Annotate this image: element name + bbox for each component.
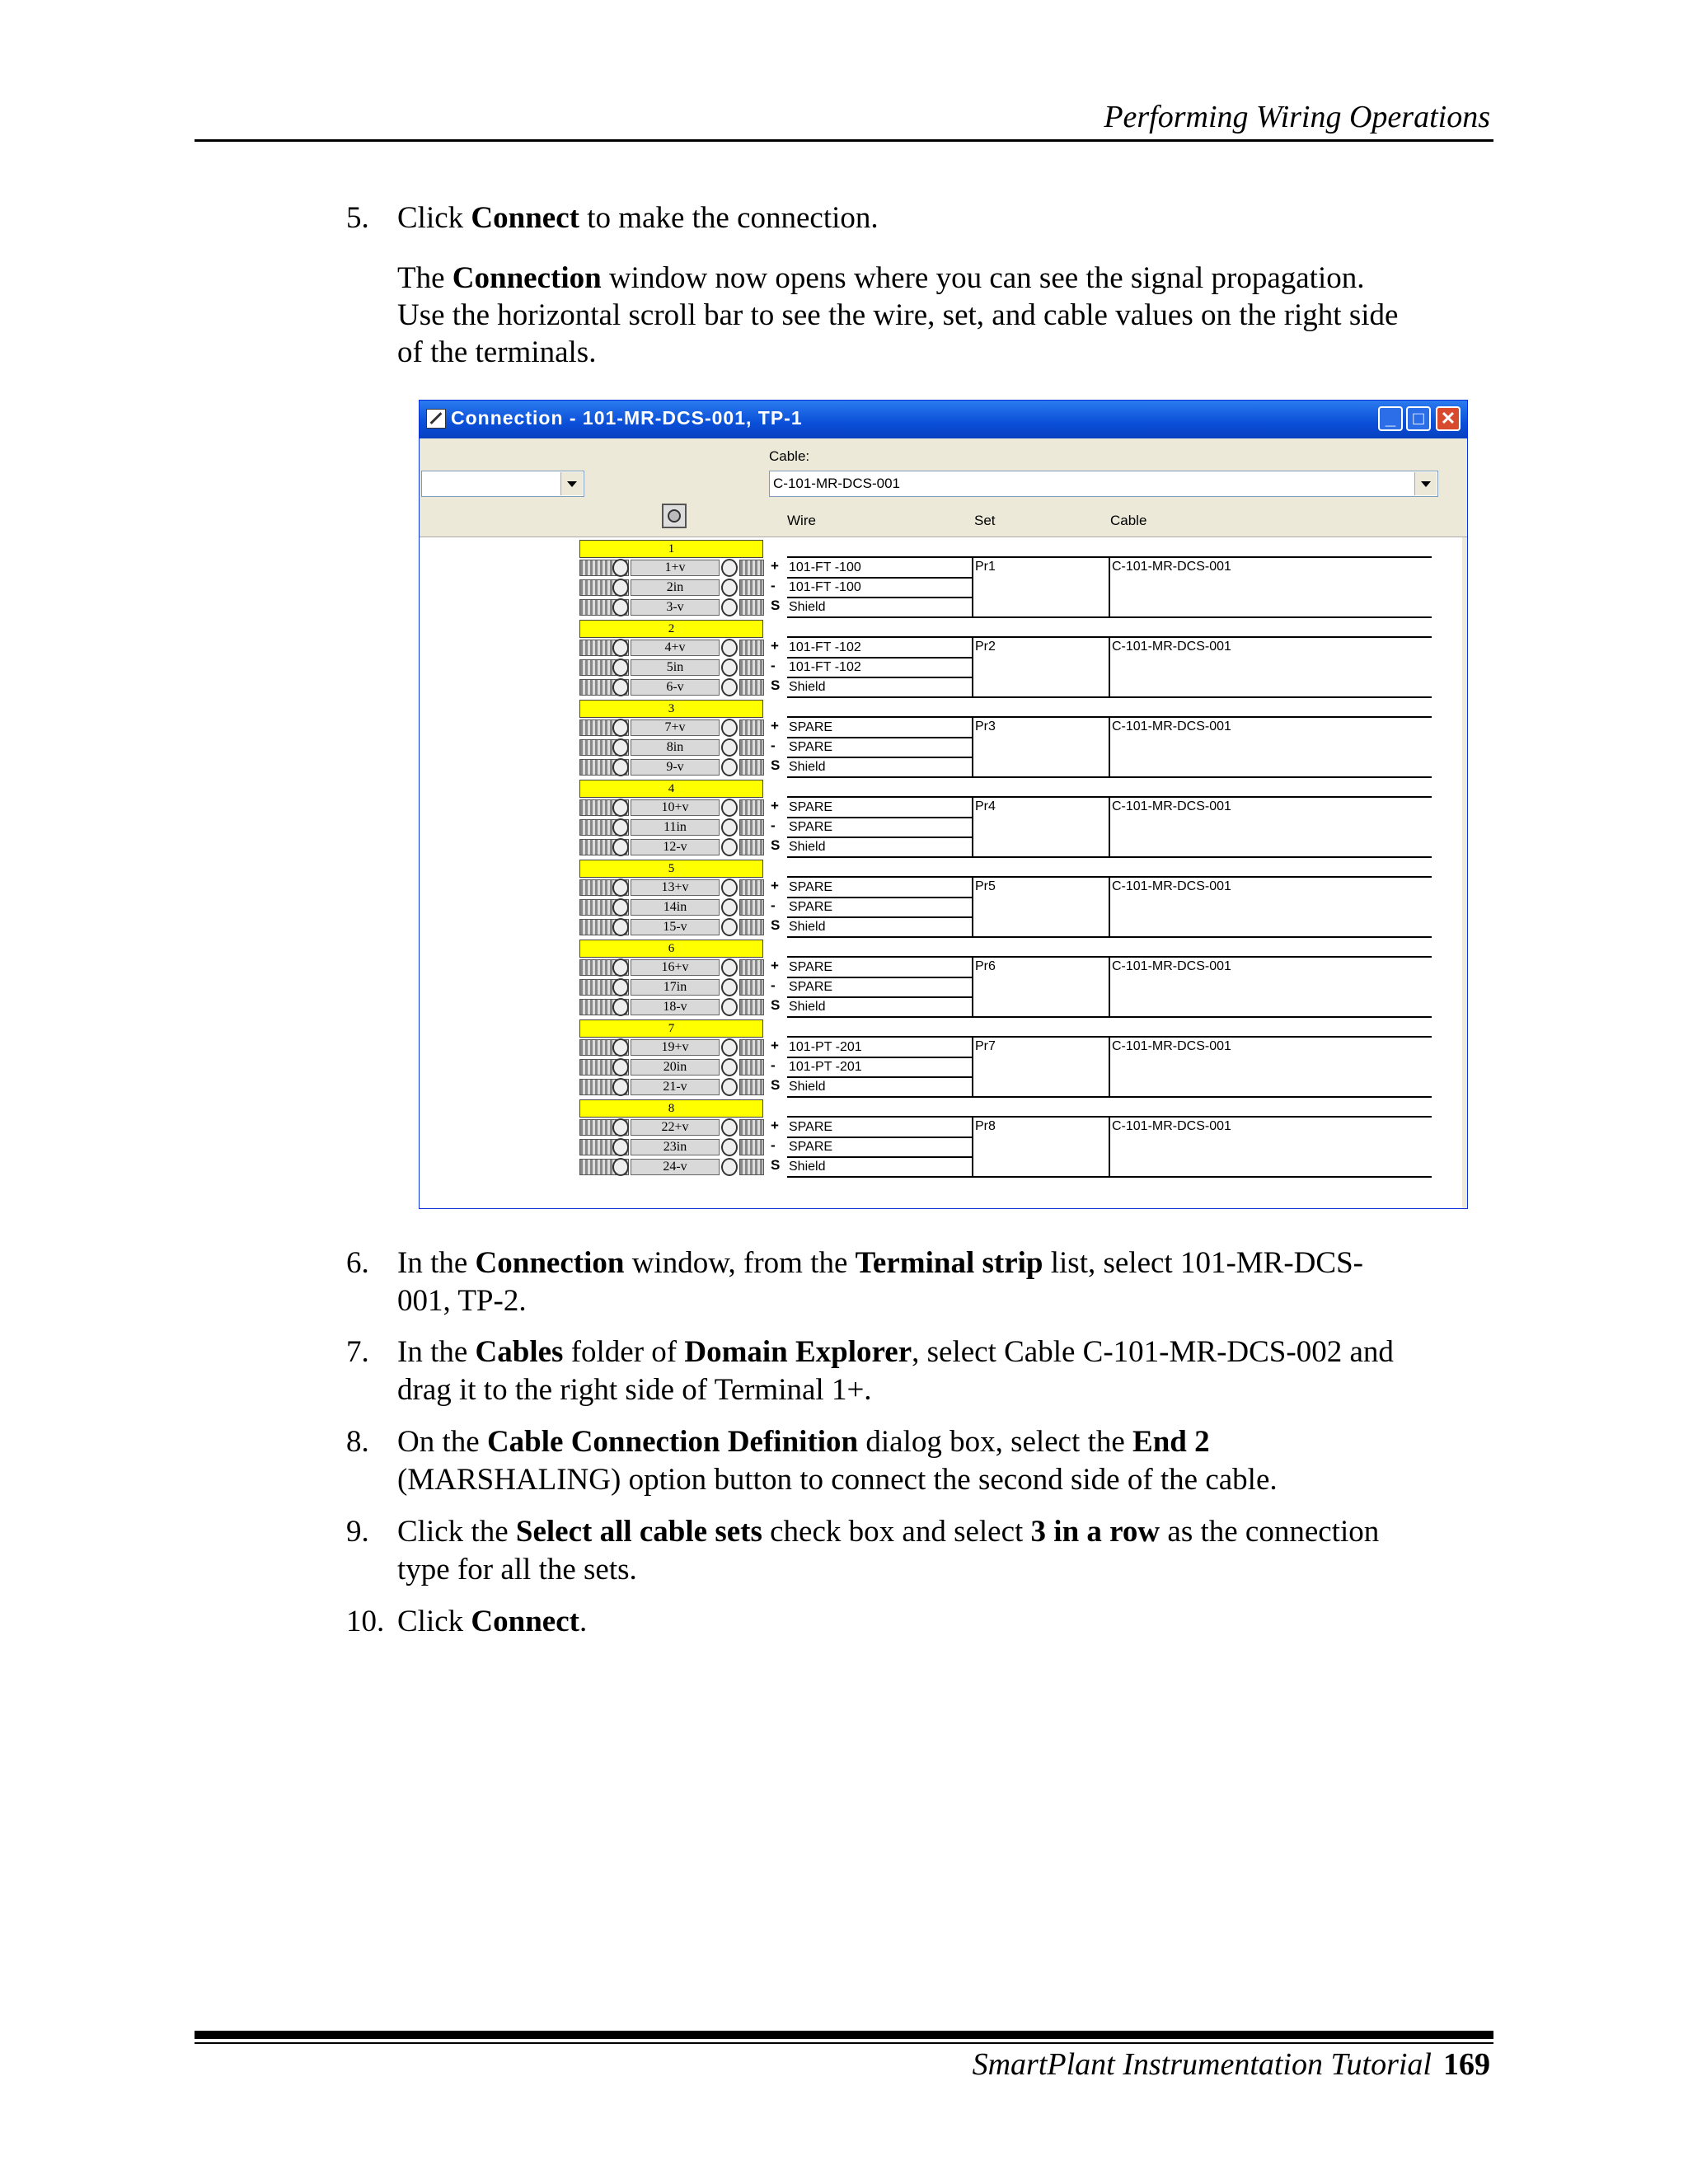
terminal-screw-icon xyxy=(612,1038,629,1057)
terminal-screw-icon xyxy=(721,799,738,817)
group-header[interactable]: 1 xyxy=(579,540,763,558)
cable-divider xyxy=(1109,636,1110,698)
pair-bottom-line xyxy=(972,936,1432,938)
wire-tag[interactable]: Shield xyxy=(789,600,826,614)
set-divider xyxy=(972,1036,973,1098)
terminal-right-connector[interactable] xyxy=(739,560,764,576)
header-rule xyxy=(195,139,1493,142)
terminal-screw-icon xyxy=(721,1138,738,1156)
wire-polarity: S xyxy=(771,757,781,773)
terminal-label[interactable]: 18-v xyxy=(631,999,720,1015)
wire-line xyxy=(787,936,973,938)
step-9-line-2: type for all the sets. xyxy=(397,1553,637,1586)
terminal-screw-icon xyxy=(612,918,629,936)
terminal-screw-icon xyxy=(612,738,629,757)
terminal-screw-icon xyxy=(612,978,629,996)
terminal-screw-icon xyxy=(612,799,629,817)
step-6-c: window, from the xyxy=(624,1246,856,1280)
wire-polarity: - xyxy=(771,1137,776,1153)
terminal-row[interactable] xyxy=(579,837,893,857)
wire-tag[interactable]: Shield xyxy=(789,840,826,854)
step-7-line-1 xyxy=(397,1333,1394,1371)
terminal-right-connector[interactable] xyxy=(739,599,764,616)
terminal-row[interactable] xyxy=(579,677,893,697)
wire-line xyxy=(787,776,973,778)
wire-polarity: S xyxy=(771,917,781,933)
step-9-c: check box and select xyxy=(762,1515,1031,1549)
pair-bottom-line xyxy=(972,1016,1432,1018)
terminal-screw-icon xyxy=(612,998,629,1016)
terminal-screw-icon xyxy=(721,978,738,996)
wire-polarity: + xyxy=(771,718,779,733)
terminal-row[interactable] xyxy=(579,1077,893,1097)
terminal-screw-icon xyxy=(612,639,629,657)
wire-tag[interactable]: Shield xyxy=(789,920,826,934)
terminal-label[interactable]: 6-v xyxy=(631,679,720,696)
step-6-line-1 xyxy=(397,1244,1363,1282)
terminal-screw-icon xyxy=(612,958,629,977)
wire-polarity: + xyxy=(771,958,779,973)
step-8-line-1 xyxy=(397,1423,1210,1461)
terminal-row[interactable] xyxy=(579,798,893,818)
wire-line xyxy=(787,1176,973,1178)
para-pre: The xyxy=(397,261,452,295)
set-divider xyxy=(972,556,973,618)
terminal-screw-icon xyxy=(612,1158,629,1176)
terminal-label[interactable]: 3-v xyxy=(631,599,720,616)
step-9-number: 9. xyxy=(346,1515,369,1549)
group-header[interactable]: 3 xyxy=(579,700,763,718)
step-10-c: . xyxy=(579,1605,588,1638)
wire-tag[interactable]: SPARE xyxy=(789,740,833,754)
column-header-set: Set xyxy=(974,513,996,528)
terminal-screw-icon xyxy=(721,818,738,837)
terminal-label[interactable]: 4+v xyxy=(631,640,720,656)
terminal-right-connector[interactable] xyxy=(739,1039,764,1056)
wire-tag[interactable]: 101-PT -201 xyxy=(789,1040,862,1054)
terminal-screw-icon xyxy=(721,598,738,616)
terminal-right-connector[interactable] xyxy=(739,1119,764,1136)
cable-divider xyxy=(1109,716,1110,778)
terminal-right-connector[interactable] xyxy=(739,799,764,816)
terminal-label[interactable]: 2in xyxy=(631,579,720,596)
wire-polarity: + xyxy=(771,638,779,654)
step-8-b2: End 2 xyxy=(1132,1425,1210,1459)
wire-tag[interactable]: SPARE xyxy=(789,820,833,834)
terminal-row[interactable] xyxy=(579,1157,893,1177)
terminal-screw-icon xyxy=(721,559,738,577)
wire-polarity: + xyxy=(771,1038,779,1053)
terminal-screw-icon xyxy=(721,1058,738,1076)
set-divider xyxy=(972,1116,973,1178)
terminal-screw-icon xyxy=(721,1158,738,1176)
step-6-b1: Connection xyxy=(475,1246,625,1280)
terminal-screw-icon xyxy=(721,958,738,977)
wire-polarity: S xyxy=(771,677,781,693)
toggle-view-button[interactable] xyxy=(662,504,687,528)
step-8-line-2: (MARSHALING) option button to connect the second side of the cable. xyxy=(397,1463,1278,1497)
step-5-number: 5. xyxy=(346,201,369,235)
step-5-text xyxy=(397,199,879,237)
step-7-b1: Cables xyxy=(475,1335,564,1369)
step-5-paragraph-line-2: Use the horizontal scroll bar to see the wire, set, and cable values on the right side xyxy=(397,298,1399,332)
terminal-screw-icon xyxy=(612,818,629,837)
cable-divider xyxy=(1109,556,1110,618)
terminal-screw-icon xyxy=(721,1038,738,1057)
wire-line xyxy=(787,616,973,618)
terminal-screw-icon xyxy=(721,998,738,1016)
set-value[interactable]: Pr5 xyxy=(975,879,996,893)
terminal-row[interactable] xyxy=(579,878,893,898)
set-divider xyxy=(972,716,973,778)
step-10-a: Click xyxy=(397,1605,471,1638)
set-value[interactable]: Pr8 xyxy=(975,1119,996,1133)
terminal-row[interactable] xyxy=(579,958,893,977)
wire-tag[interactable]: Shield xyxy=(789,1000,826,1014)
wire-polarity: - xyxy=(771,977,776,993)
step-7-c: folder of xyxy=(563,1335,685,1369)
terminal-right-connector[interactable] xyxy=(739,999,764,1015)
terminal-label[interactable]: 5in xyxy=(631,659,720,676)
terminal-screw-icon xyxy=(612,678,629,696)
set-value[interactable]: Pr1 xyxy=(975,560,996,574)
wire-tag[interactable]: SPARE xyxy=(789,1120,833,1134)
terminal-right-connector[interactable] xyxy=(739,579,764,596)
group-header[interactable]: 2 xyxy=(579,620,763,638)
wire-tag[interactable]: 101-FT -100 xyxy=(789,560,861,574)
terminal-screw-icon xyxy=(612,579,629,597)
pair-bottom-line xyxy=(972,616,1432,618)
minimize-button[interactable]: _ xyxy=(1378,406,1403,431)
terminal-screw-icon xyxy=(721,879,738,897)
terminal-row[interactable] xyxy=(579,977,893,997)
column-header-wire: Wire xyxy=(787,513,816,528)
terminal-label[interactable]: 13+v xyxy=(631,879,720,896)
cable-value[interactable]: C-101-MR-DCS-001 xyxy=(1112,719,1231,733)
wire-tag[interactable]: SPARE xyxy=(789,960,833,974)
terminal-right-connector[interactable] xyxy=(739,719,764,736)
chevron-down-icon[interactable] xyxy=(560,472,583,495)
terminal-strip-canvas[interactable] xyxy=(420,537,1467,1208)
terminal-screw-icon xyxy=(612,758,629,776)
terminal-screw-icon xyxy=(612,1138,629,1156)
cable-divider xyxy=(1109,1036,1110,1098)
set-divider xyxy=(972,636,973,698)
terminal-screw-icon xyxy=(612,1058,629,1076)
set-value[interactable]: Pr7 xyxy=(975,1039,996,1053)
wire-polarity: + xyxy=(771,1118,779,1133)
terminal-label[interactable]: 19+v xyxy=(631,1039,720,1056)
wire-tag[interactable]: Shield xyxy=(789,760,826,774)
terminal-label[interactable]: 11in xyxy=(631,819,720,836)
terminal-screw-icon xyxy=(612,719,629,737)
group-header[interactable]: 5 xyxy=(579,860,763,878)
terminal-label[interactable]: 14in xyxy=(631,899,720,916)
step-6-d: list, select 101-MR-DCS- xyxy=(1043,1246,1363,1280)
terminal-screw-icon xyxy=(721,579,738,597)
set-value[interactable]: Pr6 xyxy=(975,959,996,973)
terminal-screw-icon xyxy=(721,639,738,657)
terminal-screw-icon xyxy=(721,918,738,936)
terminal-label[interactable]: 12-v xyxy=(631,839,720,855)
terminal-label[interactable]: 15-v xyxy=(631,919,720,935)
wire-tag[interactable]: SPARE xyxy=(789,800,833,814)
set-value[interactable]: Pr2 xyxy=(975,640,996,654)
set-divider xyxy=(972,876,973,938)
terminal-right-connector[interactable] xyxy=(739,739,764,756)
group-header[interactable]: 7 xyxy=(579,1019,763,1038)
wire-tag[interactable]: 101-PT -201 xyxy=(789,1060,862,1074)
terminal-screw-icon xyxy=(612,1118,629,1137)
step-8-a: On the xyxy=(397,1425,487,1459)
cable-value[interactable]: C-101-MR-DCS-001 xyxy=(1112,640,1231,654)
pair-bottom-line xyxy=(972,856,1432,858)
connection-window xyxy=(419,400,1468,1209)
terminal-row[interactable] xyxy=(579,997,893,1017)
step-8-c: dialog box, select the xyxy=(858,1425,1133,1459)
step-9-line-1 xyxy=(397,1513,1379,1551)
terminal-right-connector[interactable] xyxy=(739,899,764,916)
terminal-label[interactable]: 1+v xyxy=(631,560,720,576)
group-header[interactable]: 4 xyxy=(579,780,763,798)
terminal-label[interactable]: 7+v xyxy=(631,719,720,736)
wire-tag[interactable]: SPARE xyxy=(789,880,833,894)
terminal-right-connector[interactable] xyxy=(739,1059,764,1076)
cable-combo[interactable] xyxy=(769,471,1438,497)
wire-polarity: S xyxy=(771,837,781,853)
terminal-right-connector[interactable] xyxy=(739,979,764,996)
terminal-right-connector[interactable] xyxy=(739,659,764,676)
step-8-number: 8. xyxy=(346,1425,369,1459)
terminal-row[interactable] xyxy=(579,818,893,837)
terminal-right-connector[interactable] xyxy=(739,819,764,836)
terminal-screw-icon xyxy=(721,658,738,677)
wire-tag[interactable]: SPARE xyxy=(789,720,833,734)
terminal-label[interactable]: 24-v xyxy=(631,1159,720,1175)
set-divider xyxy=(972,956,973,1018)
wire-tag[interactable]: SPARE xyxy=(789,900,833,914)
cable-divider xyxy=(1109,956,1110,1018)
terminal-screw-icon xyxy=(612,658,629,677)
wire-polarity: S xyxy=(771,997,781,1013)
terminal-label[interactable]: 17in xyxy=(631,979,720,996)
pair-bottom-line xyxy=(972,1096,1432,1098)
wire-tag[interactable]: Shield xyxy=(789,1080,826,1094)
terminal-screw-icon xyxy=(612,898,629,916)
step-7-b2: Domain Explorer xyxy=(684,1335,912,1369)
step-6-b2: Terminal strip xyxy=(855,1246,1043,1280)
terminal-row[interactable] xyxy=(579,898,893,917)
wire-tag[interactable]: SPARE xyxy=(789,980,833,994)
terminal-label[interactable]: 9-v xyxy=(631,759,720,776)
cable-value[interactable]: C-101-MR-DCS-001 xyxy=(1112,560,1231,574)
wire-polarity: - xyxy=(771,658,776,673)
wire-polarity: - xyxy=(771,818,776,833)
wire-polarity: S xyxy=(771,1077,781,1093)
wire-tag[interactable]: 101-FT -100 xyxy=(789,580,861,594)
page-number: 169 xyxy=(1443,2047,1490,2082)
group-header[interactable]: 6 xyxy=(579,940,763,958)
footer-title: SmartPlant Instrumentation Tutorial xyxy=(972,2047,1432,2082)
terminal-label[interactable]: 10+v xyxy=(631,799,720,816)
step-9-a: Click the xyxy=(397,1515,516,1549)
cable-value[interactable]: C-101-MR-DCS-001 xyxy=(1112,879,1231,893)
group-header[interactable]: 8 xyxy=(579,1099,763,1118)
terminal-screw-icon xyxy=(612,879,629,897)
wire-tag[interactable]: Shield xyxy=(789,1160,826,1174)
wire-line xyxy=(787,696,973,698)
wire-line xyxy=(787,856,973,858)
step-7-number: 7. xyxy=(346,1335,369,1369)
terminal-right-connector[interactable] xyxy=(739,839,764,855)
terminal-row[interactable] xyxy=(579,738,893,757)
terminal-label[interactable]: 8in xyxy=(631,739,720,756)
wire-polarity: - xyxy=(771,898,776,913)
wire-polarity: + xyxy=(771,558,779,574)
step-5-paragraph-line-3: of the terminals. xyxy=(397,335,597,369)
wire-line xyxy=(787,1096,973,1098)
terminal-screw-icon xyxy=(612,598,629,616)
running-footer xyxy=(973,2046,1490,2083)
terminal-row[interactable] xyxy=(579,757,893,777)
terminal-row[interactable] xyxy=(579,917,893,937)
cable-value[interactable]: C-101-MR-DCS-001 xyxy=(1112,959,1231,973)
terminal-screw-icon xyxy=(721,738,738,757)
terminal-row[interactable] xyxy=(579,1118,893,1137)
terminal-row[interactable] xyxy=(579,718,893,738)
step-7-a: In the xyxy=(397,1335,476,1369)
terminal-screw-icon xyxy=(612,1078,629,1096)
pair-bottom-line xyxy=(972,1176,1432,1178)
wire-tag[interactable]: Shield xyxy=(789,680,826,694)
cable-label: Cable: xyxy=(769,448,810,464)
wire-polarity: - xyxy=(771,1057,776,1073)
set-divider xyxy=(972,796,973,858)
step-5-post: to make the connection. xyxy=(579,201,879,235)
pair-bottom-line xyxy=(972,696,1432,698)
footer-rule-thick xyxy=(195,2031,1493,2039)
terminal-right-connector[interactable] xyxy=(739,1079,764,1095)
cable-divider xyxy=(1109,1116,1110,1178)
window-app-icon xyxy=(426,409,446,429)
terminal-right-connector[interactable] xyxy=(739,759,764,776)
footer-rule-thin xyxy=(195,2042,1493,2044)
wire-tag[interactable]: SPARE xyxy=(789,1140,833,1154)
window-title: Connection - 101-MR-DCS-001, TP-1 xyxy=(451,407,803,429)
terminal-right-connector[interactable] xyxy=(739,1139,764,1155)
cable-combo-value: C-101-MR-DCS-001 xyxy=(773,476,900,491)
step-7-d: , select Cable C-101-MR-DCS-002 and xyxy=(912,1335,1394,1369)
window-titlebar[interactable] xyxy=(420,401,1467,438)
set-value[interactable]: Pr3 xyxy=(975,719,996,733)
step-10-number: 10. xyxy=(346,1605,385,1638)
running-header: Performing Wiring Operations xyxy=(1104,100,1490,134)
close-button[interactable]: ✕ xyxy=(1436,406,1461,431)
step-6-line-2: 001, TP-2. xyxy=(397,1284,527,1318)
step-10-b: Connect xyxy=(471,1605,579,1638)
pair-bottom-line xyxy=(972,776,1432,778)
terminal-screw-icon xyxy=(612,838,629,856)
terminal-screw-icon xyxy=(721,719,738,737)
terminal-right-connector[interactable] xyxy=(739,879,764,896)
maximize-button[interactable]: □ xyxy=(1406,406,1431,431)
step-5-bold: Connect xyxy=(471,201,579,235)
cable-value[interactable]: C-101-MR-DCS-001 xyxy=(1112,1039,1231,1053)
wire-tag[interactable]: 101-FT -102 xyxy=(789,640,861,654)
wire-line xyxy=(787,1016,973,1018)
terminal-screw-icon xyxy=(721,678,738,696)
step-6-a: In the xyxy=(397,1246,476,1280)
terminal-screw-icon xyxy=(721,1078,738,1096)
chevron-down-icon[interactable] xyxy=(1414,472,1437,495)
terminal-strip-combo[interactable] xyxy=(421,471,584,497)
terminal-label[interactable]: 21-v xyxy=(631,1079,720,1095)
set-value[interactable]: Pr4 xyxy=(975,799,996,813)
vertical-scrollbar[interactable] xyxy=(1462,537,1467,1208)
step-8-b1: Cable Connection Definition xyxy=(486,1425,859,1459)
wire-polarity: S xyxy=(771,1157,781,1173)
para-line1-rest: window now opens where you can see the signal propagation. xyxy=(601,261,1365,295)
step-9-b1: Select all cable sets xyxy=(515,1515,762,1549)
cable-divider xyxy=(1109,876,1110,938)
terminal-label[interactable]: 20in xyxy=(631,1059,720,1076)
terminal-screw-icon xyxy=(721,758,738,776)
terminal-right-connector[interactable] xyxy=(739,640,764,656)
terminal-right-connector[interactable] xyxy=(739,959,764,976)
terminal-screw-icon xyxy=(721,898,738,916)
step-9-d: as the connection xyxy=(1160,1515,1380,1549)
step-5-pre: Click xyxy=(397,201,471,235)
terminal-row[interactable] xyxy=(579,1137,893,1157)
terminal-row[interactable] xyxy=(579,598,893,617)
wire-polarity: - xyxy=(771,578,776,593)
wire-tag[interactable]: 101-FT -102 xyxy=(789,660,861,674)
terminal-right-connector[interactable] xyxy=(739,679,764,696)
column-header-cable: Cable xyxy=(1110,513,1147,528)
wire-polarity: + xyxy=(771,878,779,893)
cable-value[interactable]: C-101-MR-DCS-001 xyxy=(1112,1119,1231,1133)
step-5-paragraph-line-1 xyxy=(397,260,1364,298)
terminal-label[interactable]: 22+v xyxy=(631,1119,720,1136)
cable-value[interactable]: C-101-MR-DCS-001 xyxy=(1112,799,1231,813)
step-9-b2: 3 in a row xyxy=(1030,1515,1160,1549)
terminal-right-connector[interactable] xyxy=(739,919,764,935)
terminal-right-connector[interactable] xyxy=(739,1159,764,1175)
wire-polarity: - xyxy=(771,738,776,753)
para-bold: Connection xyxy=(452,261,602,295)
terminal-screw-icon xyxy=(721,838,738,856)
terminal-screw-icon xyxy=(721,1118,738,1137)
step-7-line-2: drag it to the right side of Terminal 1+. xyxy=(397,1373,872,1407)
terminal-label[interactable]: 16+v xyxy=(631,959,720,976)
terminal-screw-icon xyxy=(612,559,629,577)
step-6-number: 6. xyxy=(346,1246,369,1280)
cable-divider xyxy=(1109,796,1110,858)
step-10-line-1 xyxy=(397,1603,587,1641)
wire-polarity: + xyxy=(771,798,779,813)
terminal-label[interactable]: 23in xyxy=(631,1139,720,1155)
wire-polarity: S xyxy=(771,598,781,613)
